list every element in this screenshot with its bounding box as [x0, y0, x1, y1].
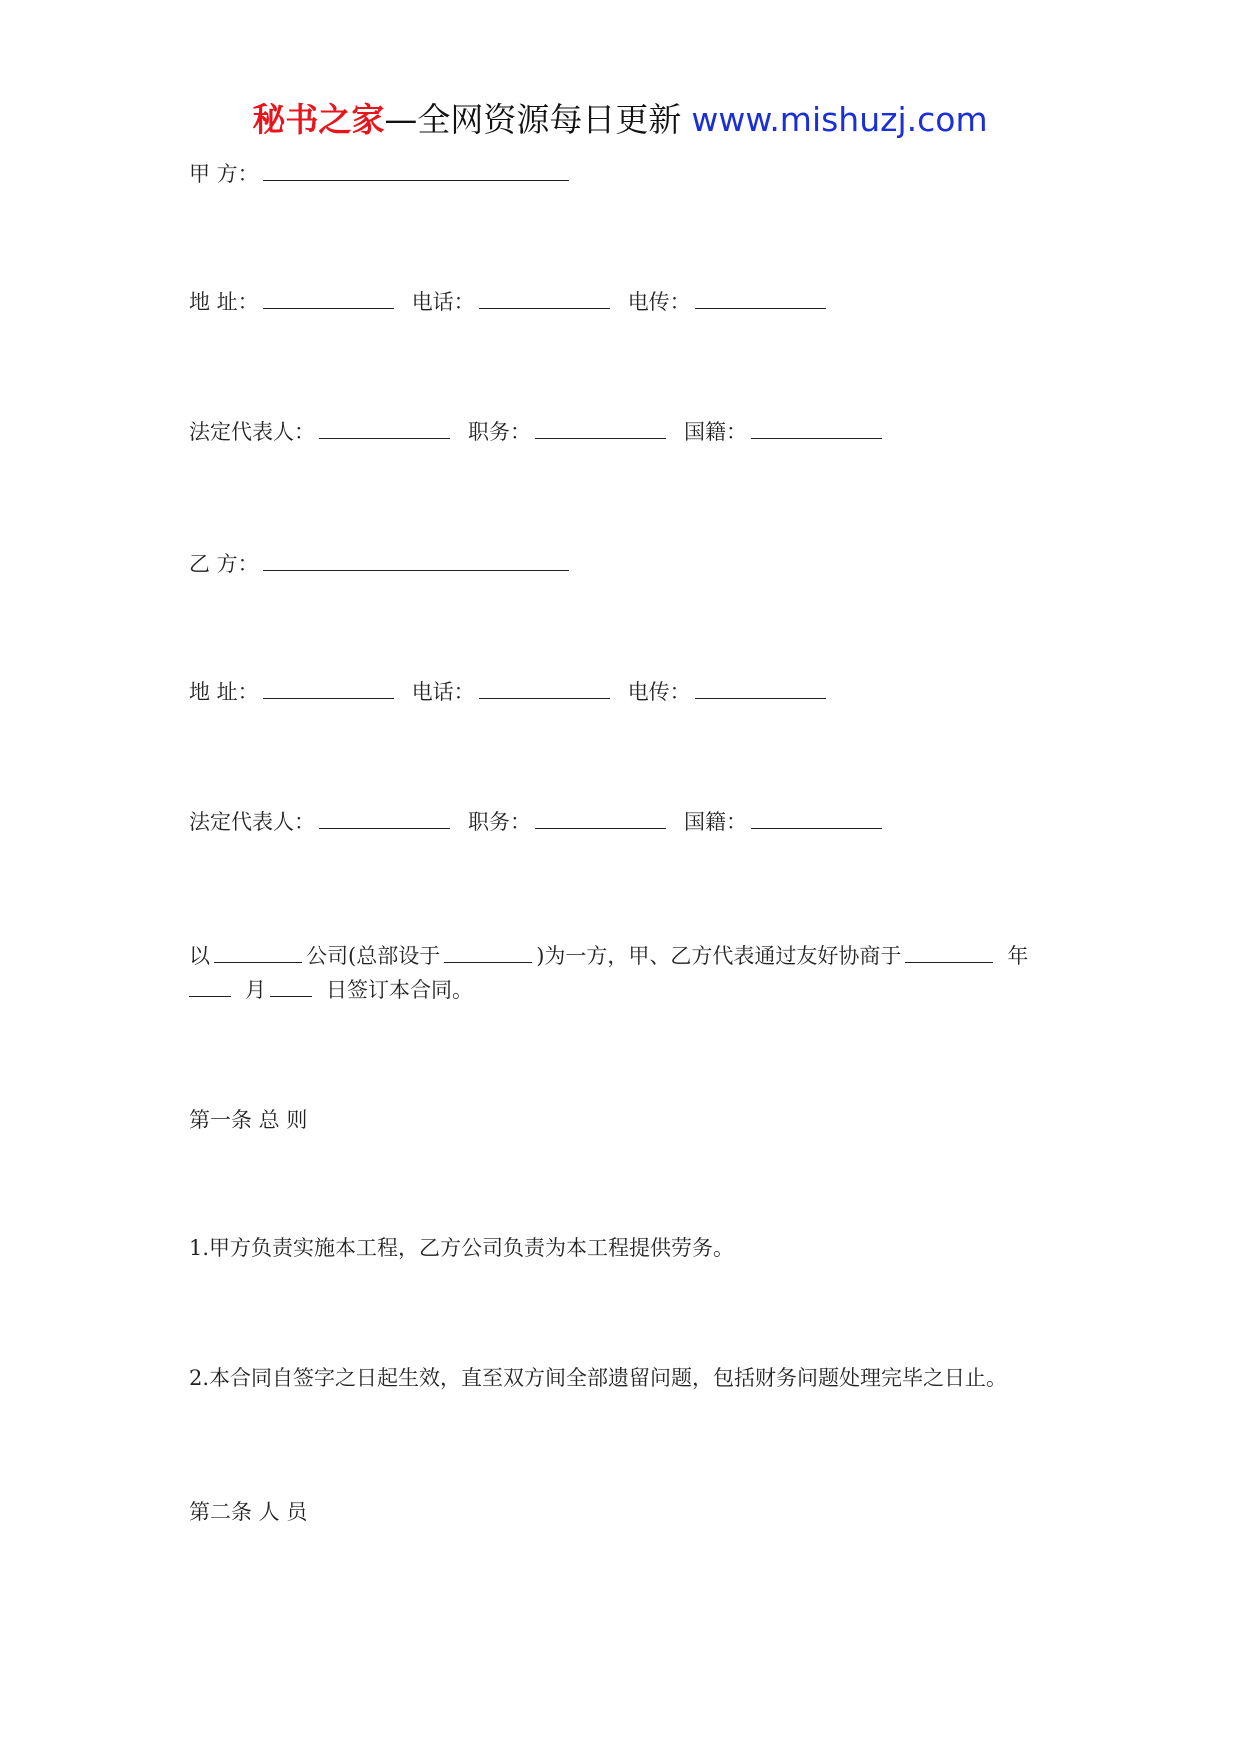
party-b-title-label: 职务： — [468, 810, 531, 834]
preamble-line-2 — [189, 974, 473, 1006]
brand-name: 秘书之家 — [252, 100, 385, 139]
party-a-nationality-label: 国籍： — [684, 420, 747, 444]
party-b-fax-label: 电传： — [627, 680, 691, 704]
headquarters-field[interactable] — [444, 940, 532, 963]
party-a-address-field[interactable] — [263, 286, 394, 309]
year-field[interactable] — [905, 940, 993, 963]
party-b-rep-label: 法定代表人： — [189, 810, 315, 834]
party-b-title-field[interactable] — [535, 806, 666, 829]
day-field[interactable] — [270, 974, 312, 997]
party-a-title-field[interactable] — [535, 416, 666, 439]
party-a-contact-row — [189, 286, 830, 318]
header-slogan: —全网资源每日更新 — [384, 100, 682, 139]
party-b-fax-field[interactable] — [695, 676, 826, 699]
preamble-text-2: 公司(总部设于 — [306, 944, 441, 968]
party-a-rep-field[interactable] — [319, 416, 450, 439]
party-b-name-field[interactable] — [263, 548, 569, 571]
party-a-phone-label: 电话： — [411, 290, 475, 314]
article-1-item-2: 2.本合同自签字之日起生效，直至双方间全部遗留问题，包括财务问题处理完毕之日止。 — [189, 1366, 1008, 1390]
month-field[interactable] — [189, 974, 231, 997]
party-b-phone-label: 电话： — [411, 680, 475, 704]
party-a-title-label: 职务： — [468, 420, 531, 444]
party-a-rep-row — [189, 416, 886, 448]
party-a-name-row — [189, 158, 573, 190]
party-b-label: 乙 方： — [189, 552, 259, 576]
party-a-name-field[interactable] — [263, 158, 569, 181]
article-1-title: 第一条 总 则 — [189, 1108, 308, 1132]
preamble-line-1 — [189, 940, 1028, 972]
party-a-address-label: 地 址： — [189, 290, 259, 314]
article-1-item-1: 1.甲方负责实施本工程，乙方公司负责为本工程提供劳务。 — [189, 1236, 735, 1260]
company-name-field[interactable] — [214, 940, 302, 963]
preamble-text-3: )为一方，甲、乙方代表通过友好协商于 — [536, 944, 902, 968]
party-a-label: 甲 方： — [189, 162, 259, 186]
party-a-nationality-field[interactable] — [751, 416, 882, 439]
party-b-address-field[interactable] — [263, 676, 394, 699]
party-a-fax-field[interactable] — [695, 286, 826, 309]
party-b-phone-field[interactable] — [479, 676, 610, 699]
party-b-rep-field[interactable] — [319, 806, 450, 829]
article-2-title: 第二条 人 员 — [189, 1500, 308, 1524]
preamble-text-5: 月 — [245, 978, 266, 1002]
preamble-text-1: 以 — [189, 944, 210, 968]
party-a-fax-label: 电传： — [627, 290, 691, 314]
party-b-name-row — [189, 548, 573, 580]
preamble-text-4: 年 — [1007, 944, 1029, 968]
party-b-nationality-label: 国籍： — [684, 810, 747, 834]
party-a-phone-field[interactable] — [479, 286, 610, 309]
party-b-rep-row — [189, 806, 886, 838]
party-b-address-label: 地 址： — [189, 680, 259, 704]
party-a-rep-label: 法定代表人： — [189, 420, 315, 444]
header-url[interactable]: www.mishuzj.com — [691, 100, 988, 139]
party-b-nationality-field[interactable] — [751, 806, 882, 829]
party-b-contact-row — [189, 676, 830, 708]
preamble-text-6: 日签订本合同。 — [326, 978, 473, 1002]
site-header — [0, 98, 1240, 142]
